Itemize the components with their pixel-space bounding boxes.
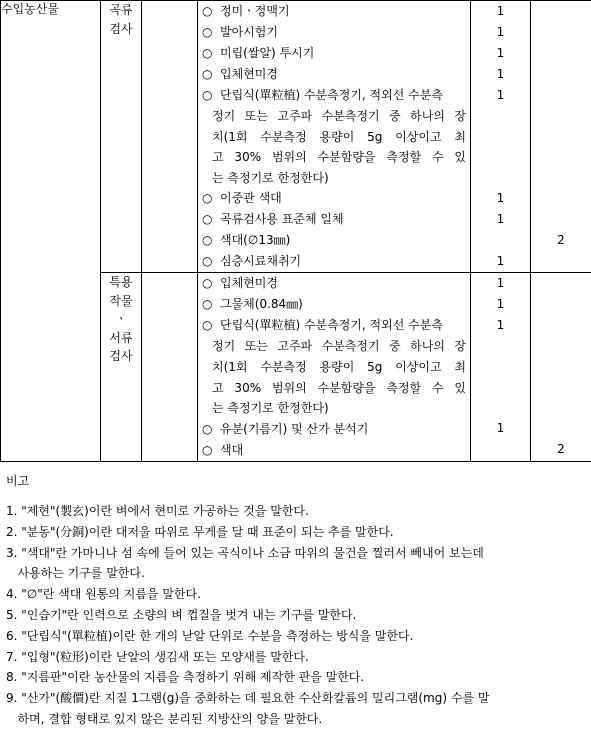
note-line: 2. "분동"(分銅)이란 대저울 따위로 무게를 달 때 표준이 되는 추를 말한다. [6,522,589,543]
subcategory-line: 특용 [101,273,141,292]
extra-count [531,209,591,230]
equipment-item-label: 정미ㆍ정맥기 [220,4,290,18]
item-count: 1 [471,251,530,272]
circle-bullet-icon: ○ [202,273,220,294]
extra-count: 2 [531,230,591,251]
extra-count [531,64,591,85]
item-count: 1 [471,64,530,85]
subcategory-line: 검사 [101,20,141,39]
item-count: 1 [471,418,530,439]
extra-count: 2 [531,439,591,460]
equipment-item [198,85,470,188]
note-line: 7. "입형"(粒形)이란 낟알의 생김새 또는 모양새를 말한다. [6,647,589,668]
item-count: 1 [471,315,530,418]
equipment-item-label: 유분(기름기) 및 산가 분석기 [220,422,368,436]
note-line: 4. "∅"란 색대 원통의 지름을 말한다. [6,584,589,605]
item-count: 1 [471,273,530,294]
equipment-item-label: 입체현미경 [220,67,278,81]
equipment-item [198,209,470,230]
extra-count [531,315,591,418]
equipment-item-label: 단립식(單粒植) 수분측정기, 적외선 수분측 [220,318,443,332]
equipment-item-label: 미립(쌀알) 투시기 [220,46,314,60]
notes-section [6,471,589,730]
subcategory-line: 서류 [101,329,141,348]
note-line: 하며, 결합 형태로 있지 않은 분리된 지방산의 양을 말한다. [6,709,589,730]
circle-bullet-icon: ○ [202,43,220,64]
items-cell [198,273,471,461]
item-count: 1 [471,188,530,209]
equipment-item-label: 발아시험기 [220,25,278,39]
category-cell [1,1,101,462]
extra-count [531,1,591,22]
equipment-item-continuation: 고 30% 범위의 수분함량을 측정할 수 있 [202,147,470,168]
circle-bullet-icon: ○ [202,315,220,336]
extra-count-cell [531,1,591,273]
equipment-item-label: 입체현미경 [220,276,278,290]
note-line: 1. "제현"(製玄)이란 벼에서 현미로 가공하는 것을 말한다. [6,501,589,522]
note-line: 6. "단립식"(單粒植)이란 한 개의 낟알 단위로 수분을 측정하는 방식을 말한다. [6,626,589,647]
category-label: 수입농산물 [1,2,59,16]
item-count: 1 [471,43,530,64]
equipment-item-label: 단립식(單粒植) 수분측정기, 적외선 수분측 [220,88,443,102]
empty-cell [142,1,198,273]
equipment-item-label: 곡류검사용 표준체 일체 [220,212,344,226]
equipment-item-continuation: 정기 또는 고주파 수분측정기 중 하나의 장 [202,336,470,357]
equipment-item [198,230,470,251]
item-count: 1 [471,1,530,22]
extra-count [531,43,591,64]
grain-section-row [1,1,591,273]
items-cell [198,1,471,273]
equipment-item [198,22,470,43]
equipment-item [198,440,470,461]
note-line: 3. "색대"란 가마니나 섬 속에 들어 있는 곡식이나 소금 따위의 물건을 찔러서 빼내어 보는데 [6,543,589,564]
equipment-item-label: 색대(∅13㎜) [220,233,290,247]
note-line: 8. "지름판"이란 농산물의 지름을 측정하기 위해 제작한 판을 말한다. [6,667,589,688]
extra-count [531,251,591,272]
equipment-item [198,43,470,64]
extra-count [531,188,591,209]
equipment-item-continuation: 치(1회 수분측정 용량이 5g 이상이고 최 [202,127,470,148]
equipment-item-continuation: 는 측정기로 한정한다) [202,398,470,419]
equipment-item [198,419,470,440]
notes-title: 비고 [6,471,589,491]
equipment-item-label: 색대 [220,443,243,457]
equipment-item [198,273,470,294]
item-count: 1 [471,85,530,188]
equipment-item-continuation: 정기 또는 고주파 수분측정기 중 하나의 장 [202,106,470,127]
equipment-item-continuation: 고 30% 범위의 수분함량을 측정할 수 있 [202,378,470,399]
item-count: 1 [471,22,530,43]
equipment-item-continuation: 치(1회 수분측정 용량이 5g 이상이고 최 [202,357,470,378]
circle-bullet-icon: ○ [202,188,220,209]
equipment-item [198,1,470,22]
circle-bullet-icon: ○ [202,85,220,106]
subcategory-line: 검사 [101,347,141,366]
equipment-item [198,294,470,315]
subcategory-line: 곡류 [101,1,141,20]
item-count: 1 [471,294,530,315]
extra-count [531,85,591,188]
equipment-item-continuation: 는 측정기로 한정한다) [202,168,470,189]
circle-bullet-icon: ○ [202,440,220,461]
note-line: 사용하는 기구를 말한다. [6,563,589,584]
equipment-item-label: 심층시료채취기 [220,254,301,268]
subcategory-line: ㆍ [101,310,141,329]
circle-bullet-icon: ○ [202,419,220,440]
circle-bullet-icon: ○ [202,64,220,85]
equipment-item [198,251,470,272]
equipment-item-label: 이중관 색대 [220,191,282,205]
empty-cell [142,273,198,461]
circle-bullet-icon: ○ [202,22,220,43]
subcategory-cell [101,1,142,273]
equipment-item-label: 그물체(0.84㎜) [220,297,303,311]
note-line: 9. "산가"(酸價)란 지질 1그램(g)을 중화하는 데 필요한 수산화칼륨의 밀리그램(mg) 수를 말 [6,688,589,709]
note-line: 5. "인습기"란 인력으로 소량의 벼 껍질을 벗겨 내는 기구를 말한다. [6,605,589,626]
extra-count [531,294,591,315]
subcategory-cell [101,273,142,461]
circle-bullet-icon: ○ [202,1,220,22]
circle-bullet-icon: ○ [202,251,220,272]
equipment-item [198,315,470,418]
equipment-item [198,64,470,85]
extra-count [531,418,591,439]
item-count: 1 [471,209,530,230]
item-count [471,230,530,251]
equipment-item [198,188,470,209]
extra-count-cell [531,273,591,461]
circle-bullet-icon: ○ [202,294,220,315]
circle-bullet-icon: ○ [202,230,220,251]
count-cell [471,273,531,461]
circle-bullet-icon: ○ [202,209,220,230]
count-cell [471,1,531,273]
extra-count [531,22,591,43]
extra-count [531,273,591,294]
item-count [471,439,530,460]
subcategory-line: 작물 [101,292,141,311]
